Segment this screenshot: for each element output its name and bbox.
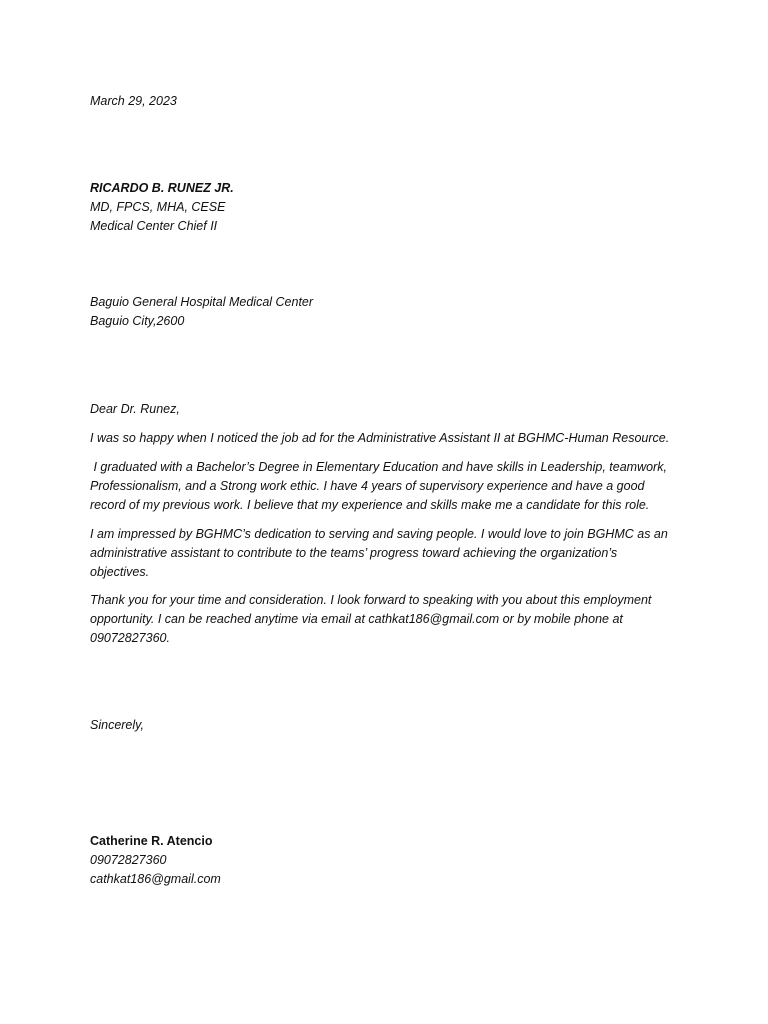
paragraph-line: record of my previous work. I believe that my experience and skills make me a candidate for this role. xyxy=(90,498,650,512)
sender-email: cathkat186@gmail.com xyxy=(90,872,221,886)
letter-date xyxy=(90,92,690,111)
address-line-1: Baguio General Hospital Medical Center xyxy=(90,295,314,309)
closing-text: Sincerely, xyxy=(90,718,144,732)
paragraph-line: objectives. xyxy=(90,565,150,579)
recipient-position: Medical Center Chief II xyxy=(90,219,218,233)
paragraph-line: I was so happy when I noticed the job ad for the Administrative Assistant II at BGHMC-Human Resource. xyxy=(90,431,670,445)
recipient-credentials: MD, FPCS, MHA, CESE xyxy=(90,200,226,214)
salutation-text: Dear Dr. Runez, xyxy=(90,402,180,416)
sender-name: Catherine R. Atencio xyxy=(90,834,213,848)
paragraph-line: Thank you for your time and consideration. I look forward to speaking with you about this employment xyxy=(90,593,652,607)
paragraph-line: I am impressed by BGHMC’s dedication to serving and saving people. I would love to join BGHMC as an xyxy=(90,527,668,541)
closing xyxy=(90,716,690,735)
signature-block xyxy=(90,832,690,889)
address-block xyxy=(90,293,690,331)
salutation xyxy=(90,400,690,419)
address-line-2: Baguio City,2600 xyxy=(90,314,185,328)
date-text: March 29, 2023 xyxy=(90,94,177,108)
paragraph-line: 09072827360. xyxy=(90,631,170,645)
paragraph-line: opportunity. I can be reached anytime via email at cathkat186@gmail.com or by mobile phone at xyxy=(90,612,623,626)
paragraph-line: I graduated with a Bachelor’s Degree in Elementary Education and have skills in Leadership, teamwork, xyxy=(90,460,667,474)
body-paragraph-2 xyxy=(90,458,690,515)
paragraph-line: administrative assistant to contribute to the teams’ progress toward achieving the organization’s xyxy=(90,546,618,560)
body-paragraph-1 xyxy=(90,429,690,448)
body-paragraph-4 xyxy=(90,591,690,648)
paragraph-line: Professionalism, and a Strong work ethic. I have 4 years of supervisory experience and have a good xyxy=(90,479,645,493)
sender-phone: 09072827360 xyxy=(90,853,167,867)
recipient-name: RICARDO B. RUNEZ JR. xyxy=(90,181,234,195)
body-paragraph-3 xyxy=(90,525,690,582)
recipient-block xyxy=(90,179,690,236)
